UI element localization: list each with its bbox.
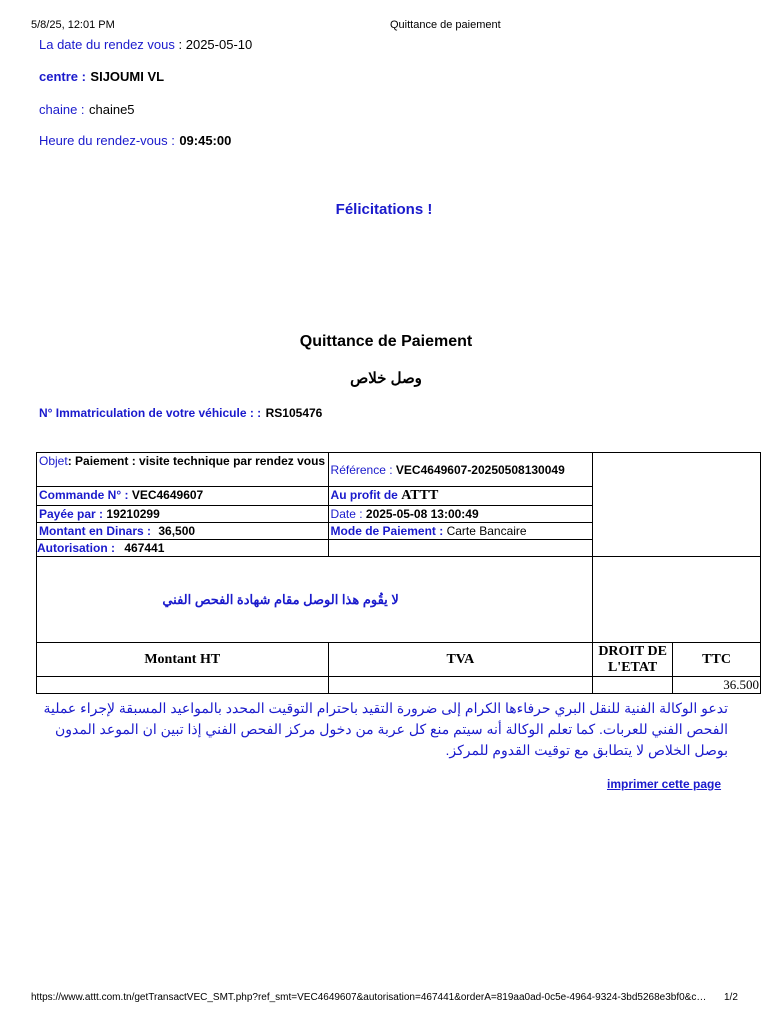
date-cell [328,506,593,523]
montant-value: 36,500 [158,524,196,538]
print-datetime: 5/8/25, 12:01 PM [31,19,115,31]
table-row [37,677,761,694]
congrats-message: Félicitations ! [335,201,433,218]
immat-value: RS105476 [265,406,323,420]
chaine-row [39,101,135,119]
profit-cell [328,487,593,506]
table-row [37,643,761,677]
footer-url: https://www.attt.com.tn/getTransactVEC_SMT.php?ref_smt=VEC4649607&autorisation=467441&orderA=819aa0ad-0c5e-4964-9324-3bd5268e3bf0&c… [31,992,707,1003]
payee-cell [37,506,329,523]
droit-value-cell [593,677,673,694]
profit-value: ATTT [401,488,439,503]
mode-label: Mode de Paiement : [330,524,444,538]
autorisation-cell [37,540,329,557]
note-cell [37,557,593,643]
receipt-title: Quittance de Paiement [299,333,473,350]
chaine-value: chaine5 [89,102,135,117]
autorisation-value: 467441 [124,541,165,555]
reference-cell [328,453,593,487]
note-ar: لا يقُوم هذا الوصل مقام شهادة الفحص الفني [162,591,399,607]
empty-side-cell [593,453,761,557]
col-header-ttc: TTC [673,643,761,677]
empty-side-cell [593,557,761,643]
heure-label: Heure du rendez-vous : [39,133,175,148]
footer-page-number: 1/2 [724,992,738,1003]
tva-value-cell [328,677,593,694]
table-row [37,453,761,487]
profit-label: Au profit de [330,488,398,502]
objet-label: Objet [39,454,68,468]
commande-cell [37,487,329,506]
col-header-droit: DROIT DE L'ETAT [593,643,673,677]
arabic-notice: تدعو الوكالة الفنية للنقل البري حرفاءها الكرام إلى ضرورة التقيد باحترام التوقيت المحدد بالمواعيد المسبقة لإجراء عملية الفحص الفني للعربات. كما تعلم الوكالة أنه سيتم منع كل عربة من دخول مركز الفحص الفني إذا تبين ان الموعد المدون بوصل الخلاص لا يتطابق مع توقيت القدوم للمركز. [43,700,728,758]
col-header-ht: Montant HT [37,643,329,677]
immat-label: N° Immatriculation de votre véhicule : : [39,406,262,420]
centre-row [39,68,164,86]
reference-label: Référence : [330,462,393,477]
commande-value: VEC4649607 [131,488,204,502]
objet-cell [37,453,329,487]
ttc-value: 36.500 [673,677,761,694]
print-page-link[interactable]: imprimer cette page [607,777,722,791]
heure-value: 09:45:00 [179,133,232,148]
payee-label: Payée par : [39,507,104,521]
autorisation-label: Autorisation : [37,541,115,555]
mode-value: Carte Bancaire [446,524,527,538]
date-value: 2025-05-08 13:00:49 [365,507,479,521]
centre-label: centre : [39,69,86,84]
immat-row [39,404,322,422]
rdv-date-label: La date du rendez vous [39,37,175,52]
rdv-date-row: La date du rendez vous : 2025-05-10 [39,37,253,52]
col-header-tva: TVA [328,643,593,677]
receipt-table [36,452,761,694]
centre-value: SIJOUMI VL [90,69,165,84]
objet-value: : Paiement : visite technique par rendez vous [67,454,326,468]
commande-label: Commande N° : [39,488,129,502]
empty-cell [328,540,593,557]
chaine-label: chaine : [39,102,85,117]
date-label: Date : [330,507,363,521]
ht-value-cell [37,677,329,694]
print-doc-title: Quittance de paiement [390,19,501,31]
mode-cell [328,523,593,540]
rdv-date-value: 2025-05-10 [185,37,253,52]
table-row [37,557,761,643]
reference-value: VEC4649607-20250508130049 [395,462,565,477]
montant-label: Montant en Dinars : [39,524,152,538]
heure-row [39,132,231,150]
payee-value: 19210299 [106,507,160,521]
receipt-title-ar: وصل خلاص [350,370,422,387]
montant-cell [37,523,329,540]
